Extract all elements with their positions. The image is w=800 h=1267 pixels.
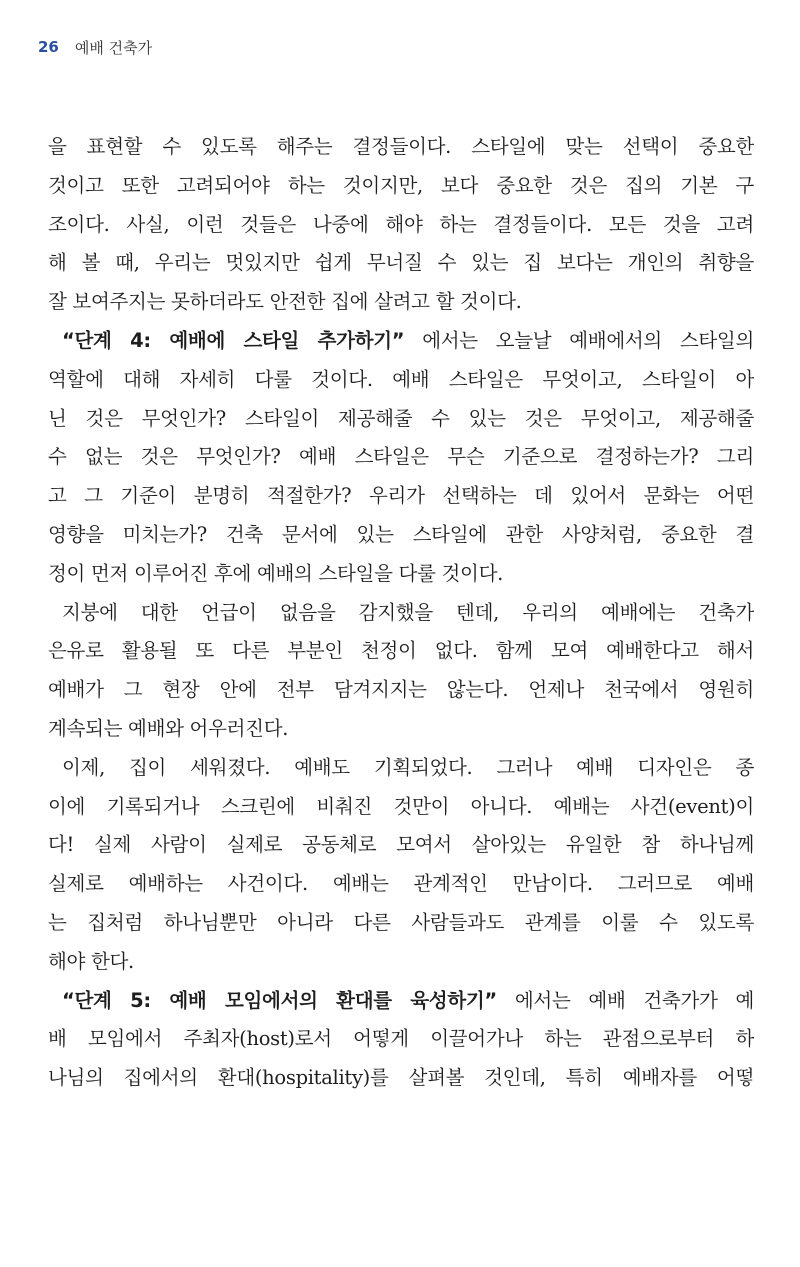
text-line: 잘 보여주지는 못하더라도 안전한 집에 살려고 할 것이다.	[48, 290, 522, 314]
text-line: 영향을 미치는가? 건축 문서에 있는 스타일에 관한 사양처럼, 중요한 결	[48, 522, 754, 546]
text-line: 예배가 그 현장 안에 전부 담겨지지는 않는다. 언제나 천국에서 영원히	[48, 678, 754, 702]
text-line: 것이고 또한 고려되어야 하는 것이지만, 보다 중요한 것은 집의 기본 구	[48, 173, 754, 197]
text-line: 해야 한다.	[48, 949, 134, 973]
text-line: 조이다. 사실, 이런 것들은 나중에 해야 하는 결정들이다. 모든 것을 고려	[48, 212, 754, 236]
text-line: 배 모임에서 주최자(host)로서 어떻게 이끌어가나 하는 관점으로부터 하	[48, 1027, 754, 1051]
text-line: 닌 것은 무엇인가? 스타일이 제공해줄 수 있는 것은 무엇이고, 제공해줄	[48, 406, 754, 430]
text-line: 나님의 집에서의 환대(hospitality)를 살펴볼 것인데, 특히 예배자를 어떻	[48, 1066, 754, 1090]
text-line: 을 표현할 수 있도록 해주는 결정들이다. 스타일에 맞는 선택이 중요한	[48, 135, 754, 158]
text-line: 은유로 활용될 또 다른 부분인 천정이 없다. 함께 모여 예배한다고 해서	[48, 639, 754, 663]
text-line: 역할에 대해 자세히 다룰 것이다. 예배 스타일은 무엇이고, 스타일이 아	[48, 367, 754, 391]
text-line: 다! 실제 사람이 실제로 공동체로 모여서 살아있는 유일한 참 하나님께	[48, 833, 754, 857]
running-header	[38, 32, 152, 62]
page-number: 26	[38, 38, 59, 56]
text-line: 는 집처럼 하나님뿐만 아니라 다른 사람들과도 관계를 이룰 수 있도록	[48, 910, 754, 934]
body-text	[48, 128, 754, 1098]
book-title: 예배 건축가	[74, 38, 153, 57]
text-line: 지붕에 대한 언급이 없음을 감지했을 텐데, 우리의 예배에는 건축가	[62, 600, 754, 624]
text-line: “단계 5: 예배 모임에서의 환대를 육성하기” 에서는 예배 건축가가 예	[62, 988, 754, 1012]
section-reference-step-4: “단계 4: 예배에 스타일 추가하기”	[62, 328, 405, 352]
text-line: 수 없는 것은 무엇인가? 예배 스타일은 무슨 기준으로 결정하는가? 그리	[48, 445, 754, 469]
text-line: 이제, 집이 세워졌다. 예배도 기획되었다. 그러나 예배 디자인은 종	[62, 755, 754, 779]
section-reference-step-5: “단계 5: 예배 모임에서의 환대를 육성하기”	[62, 988, 497, 1012]
text-line: 해 볼 때, 우리는 멋있지만 쉽게 무너질 수 있는 집 보다는 개인의 취향을	[48, 251, 754, 275]
text-line: 고 그 기준이 분명히 적절한가? 우리가 선택하는 데 있어서 문화는 어떤	[48, 484, 754, 508]
text-line: 정이 먼저 이루어진 후에 예배의 스타일을 다룰 것이다.	[48, 561, 504, 585]
text-line: 이에 기록되거나 스크린에 비춰진 것만이 아니다. 예배는 사건(event)이	[48, 794, 754, 818]
text-line: “단계 4: 예배에 스타일 추가하기” 에서는 오늘날 예배에서의 스타일의	[62, 328, 754, 352]
text-line: 계속되는 예배와 어우러진다.	[48, 716, 289, 740]
text-line: 실제로 예배하는 사건이다. 예배는 관계적인 만남이다. 그러므로 예배	[48, 872, 754, 896]
